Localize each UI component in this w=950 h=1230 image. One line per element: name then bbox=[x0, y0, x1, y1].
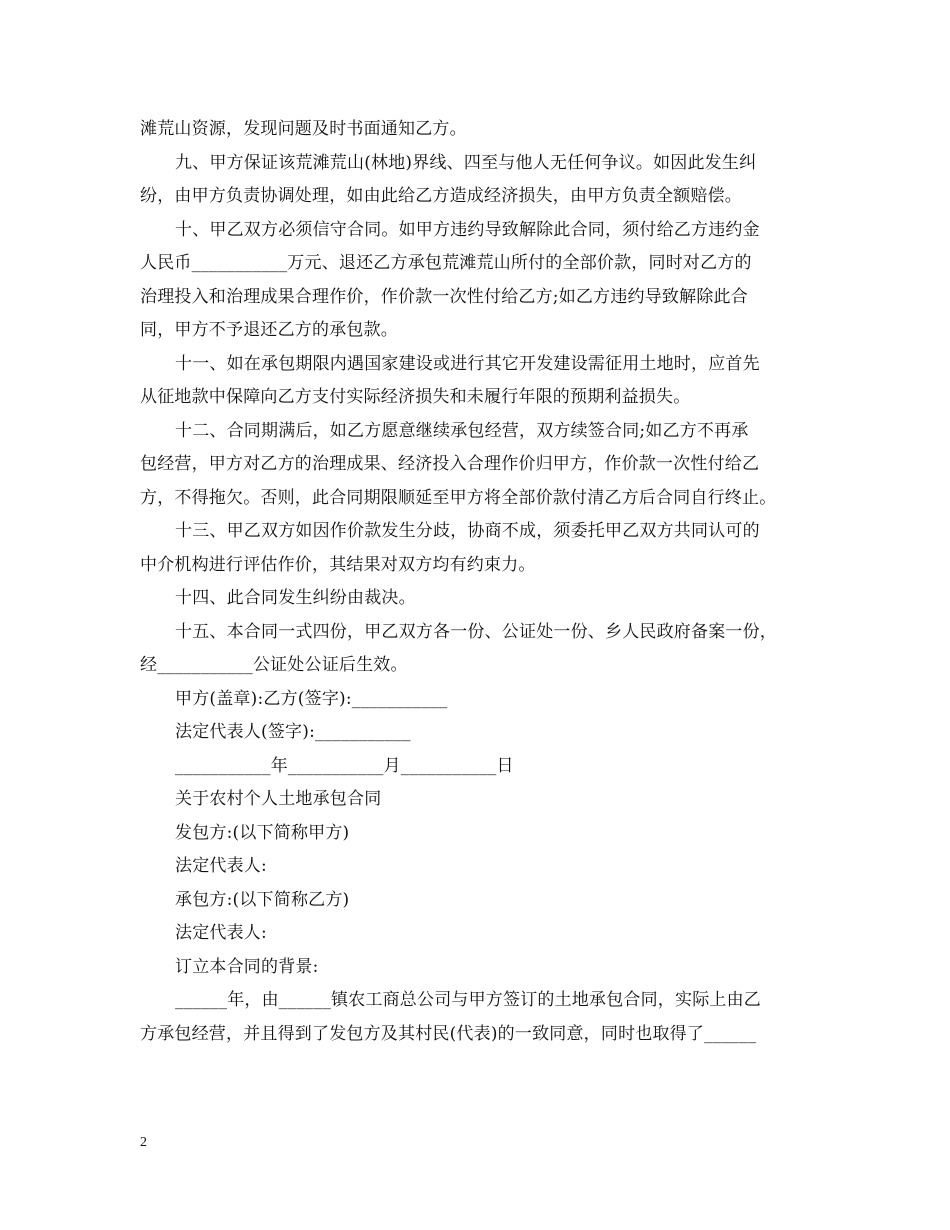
text-line: 订立本合同的背景: bbox=[175, 956, 319, 977]
text-line: 方承包经营，并且得到了发包方及其村民(代表)的一致同意，同时也取得了______ bbox=[140, 1023, 757, 1044]
text-line: 人民币___________万元、退还乙方承包荒滩荒山所付的全部价款，同时对乙方的 bbox=[140, 253, 752, 273]
text-line: 十五、本合同一式四份，甲乙双方各一份、公证处一份、乡人民政府备案一份， bbox=[175, 621, 777, 642]
text-line: 发包方:(以下简称甲方) bbox=[175, 822, 350, 843]
text-line: 同，甲方不予退还乙方的承包款。 bbox=[140, 320, 398, 340]
text-line: 治理投入和治理成果合理作价，作价款一次性付给乙方;如乙方违约导致解除此合 bbox=[140, 286, 748, 307]
text-line: ______年，由______镇农工商总公司与甲方签订的土地承包合同，实际上由乙 bbox=[175, 990, 761, 1010]
text-line: 法定代表人: bbox=[175, 856, 267, 876]
text-line: ___________年___________月___________日 bbox=[175, 755, 514, 776]
text-line: 十三、甲乙双方如因作价款发生分歧，协商不成，须委托甲乙双方共同认可的 bbox=[175, 521, 760, 541]
text-line: 十一、如在承包期限内遇国家建设或进行其它开发建设需征用土地时，应首先 bbox=[175, 353, 760, 374]
text-line: 甲方(盖章):乙方(签字):___________ bbox=[175, 688, 448, 709]
text-line: 纷，由甲方负责协调处理，如由此给乙方造成经济损失，由甲方负责全额赔偿。 bbox=[140, 186, 742, 206]
text-line: 十、甲乙双方必须信守合同。如甲方违约导致解除此合同，须付给乙方违约金 bbox=[175, 219, 760, 240]
text-line: 包经营，甲方对乙方的治理成果、经济投入合理作价归甲方，作价款一次性付给乙 bbox=[140, 454, 760, 474]
text-line: 方，不得拖欠。否则，此合同期限顺延至甲方将全部价款付清乙方后合同自行终止。 bbox=[140, 487, 777, 508]
text-line: 关于农村个人土地承包合同 bbox=[175, 789, 382, 809]
text-line: 九、甲方保证该荒滩荒山(林地)界线、四至与他人无任何争议。如因此发生纠 bbox=[175, 152, 757, 173]
text-line: 十四、此合同发生纠纷由裁决。 bbox=[175, 588, 416, 608]
text-line: 经___________公证处公证后生效。 bbox=[140, 655, 408, 675]
page-number: 2 bbox=[140, 1135, 147, 1150]
text-line: 法定代表人: bbox=[175, 923, 267, 943]
text-line: 中介机构进行评估作价，其结果对双方均有约束力。 bbox=[140, 554, 536, 575]
text-line: 滩荒山资源，发现问题及时书面通知乙方。 bbox=[140, 119, 467, 139]
text-line: 十二、合同期满后，如乙方愿意继续承包经营，双方续签合同;如乙方不再承 bbox=[175, 420, 749, 441]
text-line: 承包方:(以下简称乙方) bbox=[175, 889, 350, 910]
text-line: 法定代表人(签字):___________ bbox=[175, 722, 411, 742]
contract-body bbox=[140, 113, 820, 1051]
text-line: 从征地款中保障向乙方支付实际经济损失和未履行年限的预期利益损失。 bbox=[140, 387, 691, 407]
